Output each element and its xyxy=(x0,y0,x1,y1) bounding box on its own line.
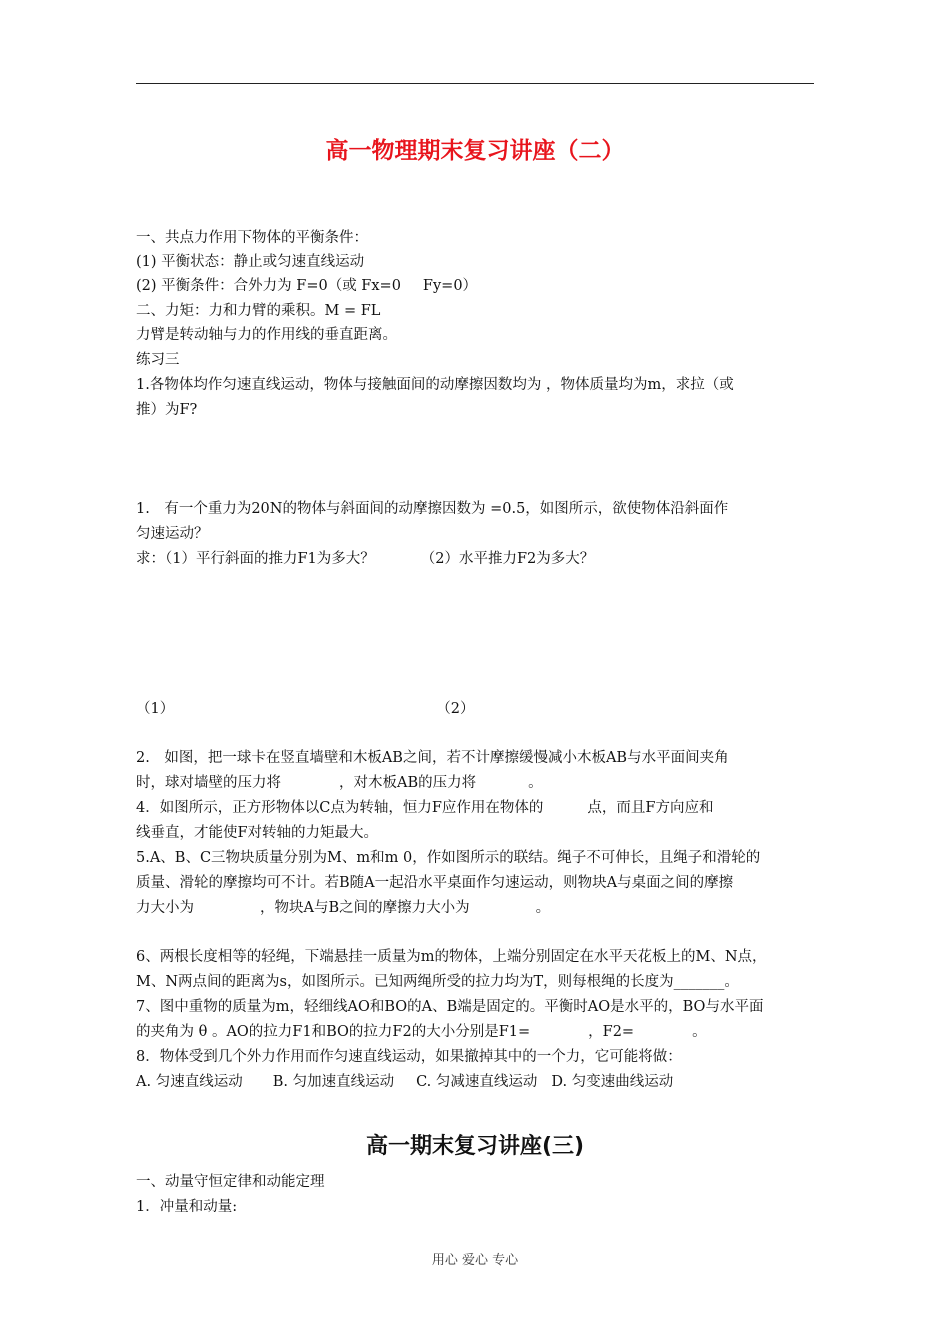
question-4-line xyxy=(136,796,826,820)
text-line: 1．冲量和动量: xyxy=(136,1199,238,1215)
option-a: A. 匀速直线运动 xyxy=(136,1074,243,1090)
text-span: ，F2= xyxy=(588,1024,635,1040)
question-6-line: 6、两根长度相等的轻绳，下端悬挂一质量为m的物体，上端分别固定在水平天花板上的M、N点， xyxy=(136,949,767,965)
text-line xyxy=(136,274,826,298)
text-span: ，对木板AB的压力将 xyxy=(339,775,477,791)
figure-labels xyxy=(136,697,826,721)
option-c: C. 匀减速直线运动 xyxy=(416,1074,538,1090)
question-incline-line: 1. 有一个重力为20N的物体与斜面间的动摩擦因数为 =0.5，如图所示，欲使物体沿斜面作 xyxy=(136,501,729,517)
sub-question-2: （2）水平推力F2为多大？ xyxy=(420,551,595,567)
text-span: Fy=0） xyxy=(422,278,478,294)
text-span: ，物块A与B之间的摩擦力大小为 xyxy=(260,900,470,916)
figure-label-2: （2） xyxy=(436,701,475,717)
text-span: 。 xyxy=(535,900,551,916)
option-d: D. 匀变速曲线运动 xyxy=(551,1074,674,1090)
question-7-line: 7、图中重物的质量为m，轻细线AO和BO的A、B端是固定的。平衡时AO是水平的，BO与水平面 xyxy=(136,999,764,1015)
question-7-line xyxy=(136,1020,826,1044)
text-span: 。 xyxy=(528,775,543,791)
question-2-line: 2. 如图，把一球卡在竖直墙壁和木板AB之间，若不计摩擦缓慢减小木板AB与水平面间夹角 xyxy=(136,750,729,766)
question-1-line: 1.各物体均作匀速直线运动，物体与接触面间的动摩擦因数均为 ，物体质量均为m，求拉（或 xyxy=(136,377,734,393)
question-5-line xyxy=(136,896,826,920)
question-1-line: 推）为F? xyxy=(136,402,198,418)
text-span: 4．如图所示，正方形物体以C点为转轴，恒力F应作用在物体的 xyxy=(136,800,544,816)
text-span: 的夹角为 θ 。AO的拉力F1和BO的拉力F2的大小分别是F1= xyxy=(136,1024,531,1040)
question-4-line: 线垂直，才能使F对转轴的力矩最大。 xyxy=(136,825,379,841)
figure-label-1: （1） xyxy=(136,701,175,717)
header-rule xyxy=(136,83,814,84)
text-span: 时，球对墙壁的压力将 xyxy=(136,775,281,791)
text-line: 二、力矩：力和力臂的乘积。M = FL xyxy=(136,303,381,319)
question-incline-line xyxy=(136,547,826,571)
text-span: 力大小为 xyxy=(136,900,194,916)
text-span: 。 xyxy=(692,1024,707,1040)
question-6-line: M、N两点间的距离为s，如图所示。已知两绳所受的拉力均为T，则每根绳的长度为_______。 xyxy=(136,974,739,990)
question-8-line: 8．物体受到几个外力作用而作匀速直线运动，如果撤掉其中的一个力，它可能将做： xyxy=(136,1049,682,1065)
text-line: 练习三 xyxy=(136,352,180,368)
question-8-options xyxy=(136,1070,826,1094)
text-span: (2) 平衡条件：合外力为 F=0（或 Fx=0 xyxy=(136,278,401,294)
question-5-line: 5.A、B、C三物块质量分别为M、m和m 0，作如图所示的联结。绳子不可伸长，且绳子和滑轮的 xyxy=(136,850,761,866)
section-title: 高一期末复习讲座(三) xyxy=(365,1134,585,1159)
text-line: (1) 平衡状态：静止或匀速直线运动 xyxy=(136,254,365,270)
question-5-line: 质量、滑轮的摩擦均可不计。若B随A一起沿水平桌面作匀速运动，则物块A与桌面之间的摩擦 xyxy=(136,875,734,891)
option-b: B. 匀加速直线运动 xyxy=(272,1074,395,1090)
page-footer: 用心 爱心 专心 xyxy=(431,1253,519,1268)
page-title: 高一物理期末复习讲座（二） xyxy=(325,138,625,164)
question-2-line xyxy=(136,771,826,795)
text-line: 一、共点力作用下物体的平衡条件： xyxy=(136,230,368,246)
text-line: 力臂是转动轴与力的作用线的垂直距离。 xyxy=(136,327,397,343)
question-incline-line: 匀速运动？ xyxy=(136,526,209,542)
text-span: 点，而且F方向应和 xyxy=(587,800,714,816)
text-line: 一、动量守恒定律和动能定理 xyxy=(136,1174,325,1190)
sub-question-1: 求：（1）平行斜面的推力F1为多大？ xyxy=(136,551,375,567)
